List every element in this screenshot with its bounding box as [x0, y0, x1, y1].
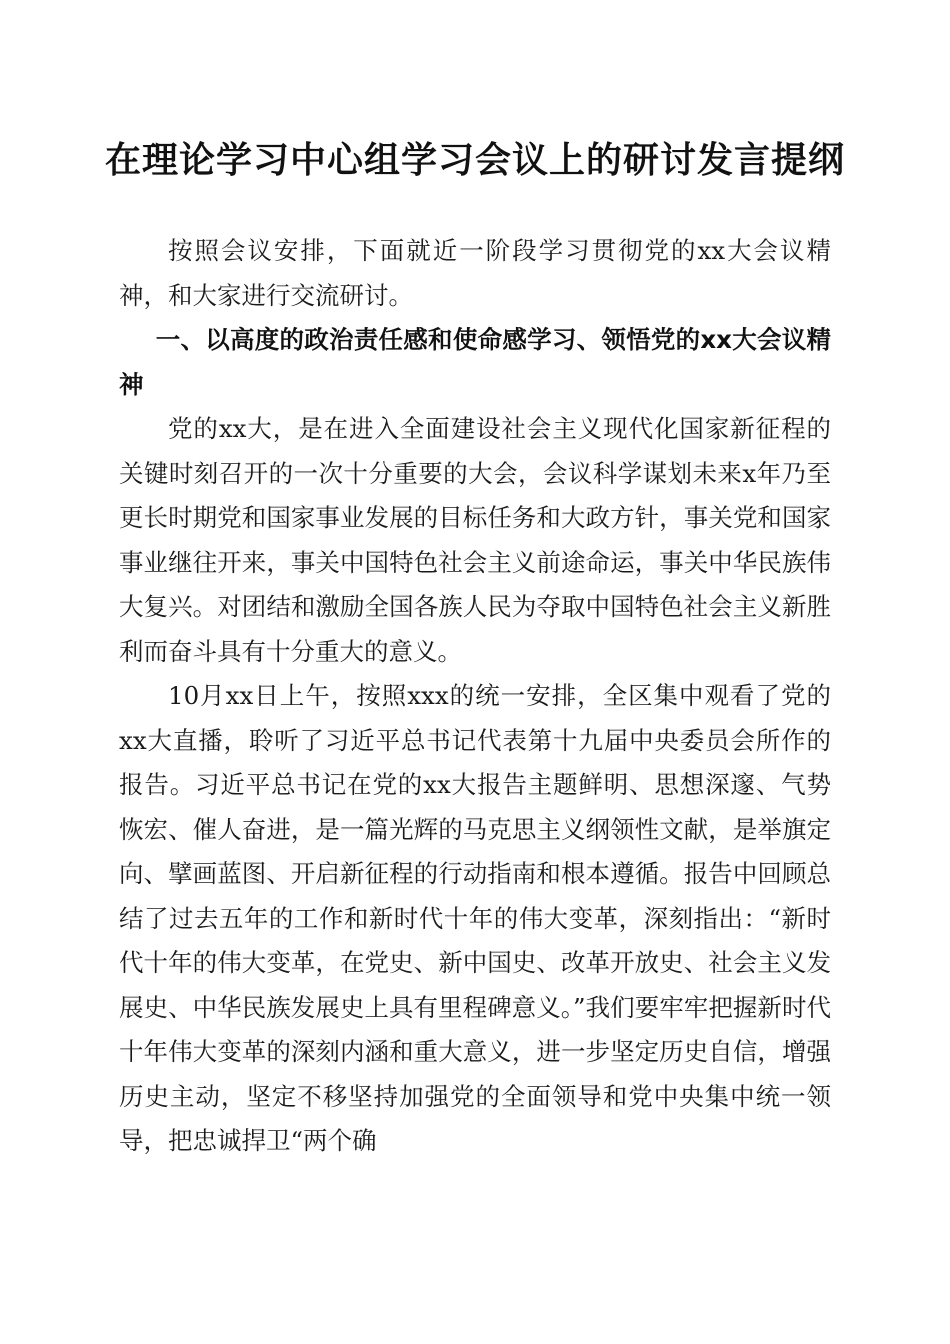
section1-paragraph-2: 10月xx日上午，按照xxx的统一安排，全区集中观看了党的xx大直播，聆听了习近平总书记代表第十九届中央委员会所作的报告。习近平总书记在党的xx大报告主题鲜明、思想深邃、气势恢宏、催人奋进，是一篇光辉的马克思主义纲领性文献，是举旗定向、擘画蓝图、开启新征程的行动指南和根本遵循。报告中回顾总结了过去五年的工作和新时代十年的伟大变革，深刻指出：“新时代十年的伟大变革，在党史、新中国史、改革开放史、社会主义发展史、中华民族发展史上具有里程碑意义。”我们要牢牢把握新时代十年伟大变革的深刻内涵和重大意义，进一步坚定历史自信，增强历史主动，坚定不移坚持加强党的全面领导和党中央集中统一领导，把忠诚捍卫“两个确	[119, 681, 831, 1155]
document-title: 在理论学习中心组学习会议上的研讨发言提纲	[104, 139, 845, 181]
document-body	[119, 229, 831, 1164]
section-heading-1: 一、以高度的政治责任感和使命感学习、领悟党的xx大会议精神	[119, 325, 831, 399]
intro-paragraph: 按照会议安排，下面就近一阶段学习贯彻党的xx大会议精神，和大家进行交流研讨。	[119, 236, 831, 310]
section1-paragraph-1: 党的xx大，是在进入全面建设社会主义现代化国家新征程的关键时刻召开的一次十分重要的大会，会议科学谋划未来x年乃至更长时期党和国家事业发展的目标任务和大政方针，事关党和国家事业继往开来，事关中国特色社会主义前途命运，事关中华民族伟大复兴。对团结和激励全国各族人民为夺取中国特色社会主义新胜利而奋斗具有十分重大的意义。	[119, 414, 831, 666]
